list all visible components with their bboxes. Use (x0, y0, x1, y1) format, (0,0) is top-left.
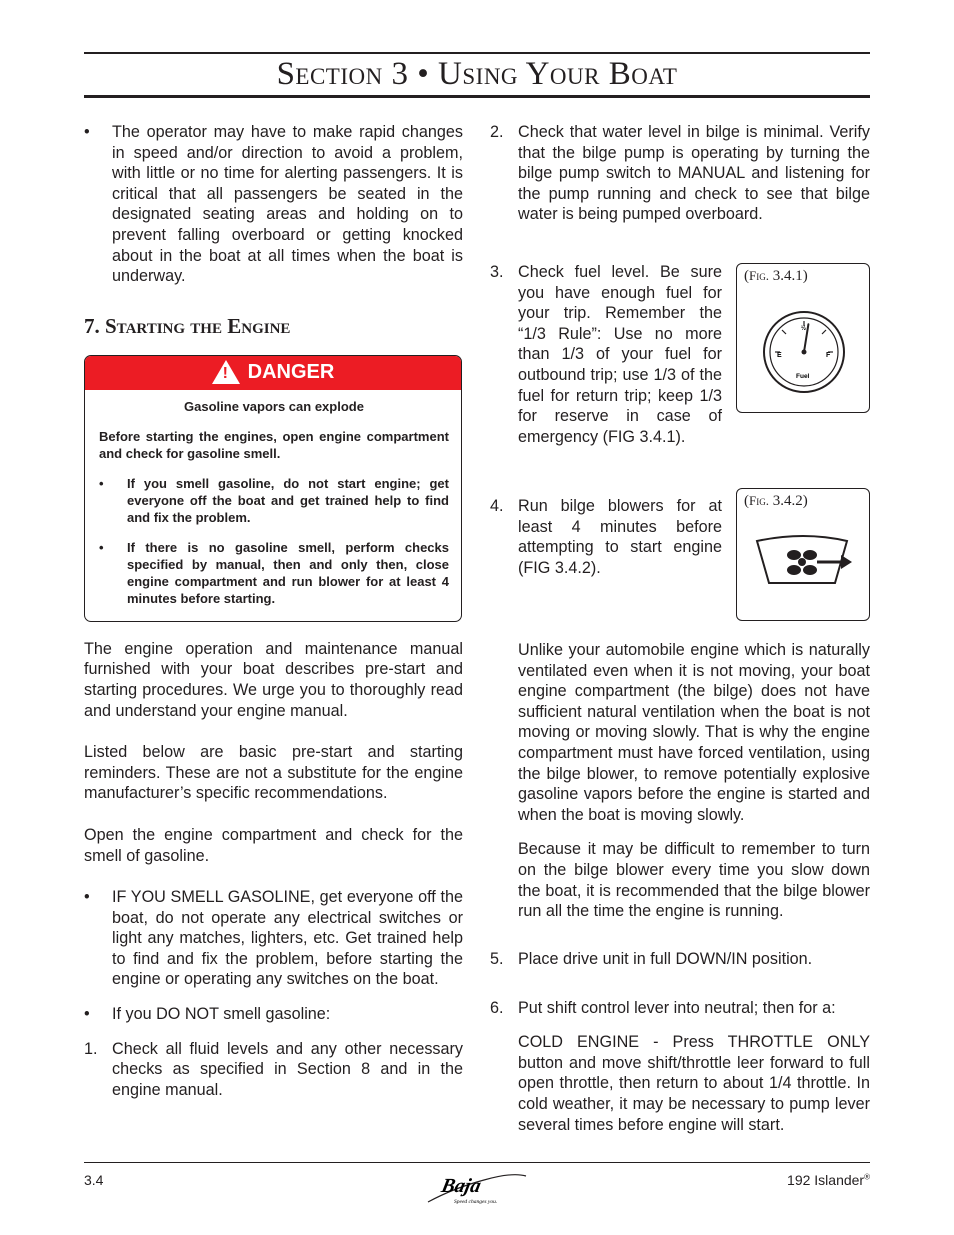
danger-label: DANGER (247, 361, 335, 384)
step-2: 2. Check that water level in bilge is minimal. Verify that the bilge pump is operating by turning the bilge pump switch to MANUAL and listening for the pump running and check to see that bilge water is being pumped overboard. (490, 123, 870, 224)
gauge-full-label: F (826, 352, 831, 359)
danger-header (85, 356, 461, 390)
gauge-fuel-label: Fuel (796, 373, 810, 380)
bullet-mark: • (84, 123, 90, 141)
figure-caption: (Fig. 3.4.1) (744, 268, 808, 284)
section-heading (84, 314, 463, 338)
logo-tagline: Speed changes you. (454, 1199, 498, 1205)
para-cold-engine: COLD ENGINE - Press THROTTLE ONLY button and move shift/throttle leer forward to full open throttle, then return to about 1/4 throttle. In cold weather, it may be necessary to pump lever several times before engine will start. (518, 1033, 870, 1134)
gauge-half-label: ½ (801, 326, 807, 332)
gauge-empty-label: E (777, 352, 782, 359)
page-number: 3.4 (84, 1172, 104, 1188)
header-rule-bottom (84, 95, 870, 98)
right-column (490, 122, 870, 225)
steps-5-6 (490, 949, 870, 1135)
section-title: Starting the Engine (105, 313, 291, 338)
page-title: Section 3 • Using Your Boat (276, 56, 678, 92)
model-name: 192 Islander® (787, 1172, 870, 1188)
warning-triangle-icon: ! (212, 360, 240, 384)
para-reminders: Listed below are basic pre-start and starting reminders. These are not a substitute for the engine manufacturer’s specific recommendations. (84, 743, 463, 803)
danger-box (84, 355, 462, 622)
step-4: 4. Run bilge blowers for at least 4 minutes before attempting to start engine (FIG 3.4.2). (490, 497, 722, 577)
para-open-compartment: Open the engine compartment and check for the smell of gasoline. (84, 825, 463, 865)
footer-rule (84, 1162, 870, 1163)
intro-bullet (84, 122, 463, 287)
header-rule-top (84, 52, 870, 54)
danger-heading: Gasoline vapors can explode (184, 398, 364, 414)
step-5: 5. Place drive unit in full DOWN/IN position. (490, 950, 813, 968)
logo-wordmark: Baja (439, 1175, 483, 1197)
danger-item: • If there is no gasoline smell, perform checks specified by manual, then and only then, close engine compartment and run blower for at least 4 minutes before starting. (99, 539, 449, 606)
step-3: 3. Check fuel level. Be sure you have enough fuel for your trip. Remember the “1/3 Rule”: Use no more than 1/3 of your fuel for outbound trip; use 1/3 of the fuel for return trip; keep 1/3 for reserve in case of emergency (FIG 3.4.1). (490, 263, 722, 446)
section-number: 7. (84, 313, 100, 338)
para-engine-manual: The engine operation and maintenance manual furnished with your boat describes pre-start and starting procedures. We urge you to thoroughly read and understand your engine manual. (84, 639, 463, 720)
bullet-no-smell: • If you DO NOT smell gasoline: (84, 1005, 331, 1024)
brand-logo (424, 1166, 530, 1206)
figure-fuel-gauge (736, 263, 870, 413)
left-column (84, 122, 463, 1100)
right-lower (518, 640, 870, 922)
bilge-blower-icon (737, 489, 869, 620)
danger-intro: Before starting the engines, open engine compartment and check for gasoline smell. (99, 428, 449, 461)
baja-logo-icon (424, 1166, 530, 1206)
figure-caption: (Fig. 3.4.2) (744, 493, 808, 509)
danger-item: • If you smell gasoline, do not start engine; get everyone off the boat and get trained help to find and fix the problem. (99, 475, 449, 525)
danger-body (85, 390, 461, 621)
step-6: 6. Put shift control lever into neutral; then for a: (490, 998, 836, 1017)
fuel-gauge-icon (737, 264, 869, 412)
bullet-smell-gasoline: • IF YOU SMELL GASOLINE, get everyone off the boat, do not operate any electrical switches or light any matches, lighters, etc. Get trained help to find and fix the problem, before starting the engine or operating any switches on the boat. (84, 888, 463, 989)
para-ventilation: Unlike your automobile engine which is naturally ventilated even when it is not moving, your boat engine compartment (the bilge) does not have sufficient natural ventilation when the boat is not moving or moving slowly. That is why the engine compartment must have forced ventilation, using the bilge blower, to remove potentially explosive gasoline vapors before the engine is started and when the boat is moving slowly. (518, 641, 870, 824)
step-1: 1. Check all fluid levels and any other necessary checks as specified in Section 8 and in the engine manual. (84, 1039, 463, 1099)
para-blower-recommend: Because it may be difficult to remember to turn on the bilge blower every time you slow down the boat, it is recommended that the bilge blower run all the time the engine is running. (518, 840, 870, 921)
figure-bilge-blower (736, 488, 870, 621)
intro-bullet-text: The operator may have to make rapid changes in speed and/or direction to avoid a problem, with little or no time for alerting passengers. It is critical that all passengers be seated in the designated seating areas and holding on to prevent falling overboard or getting knocked about in the boat at all times when the boat is underway. (112, 123, 463, 286)
